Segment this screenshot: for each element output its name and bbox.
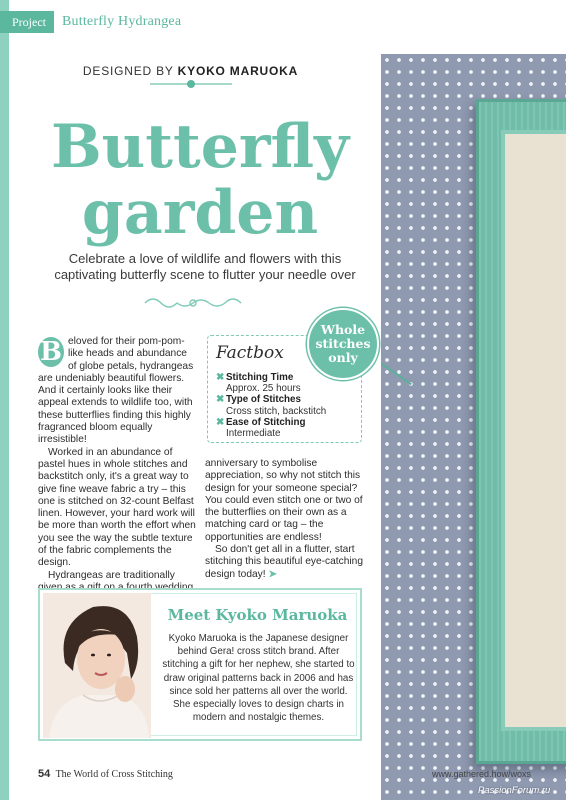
profile-text: Kyoko Maruoka is the Japanese designer behind Gera! cross stitch brand. After stitching a gift for her nephew, she started to draw original patterns back in 2006 and has since sold her patterns all over the world. She especially loves to design charts in modern and nostalgic themes. [162,633,355,724]
watermark: PassionForum.ru [478,785,551,796]
paragraph-4: anniversary to symbolise appreciation, so why not stitch this design for your someone special? You could even stitch one or two of the butterflies on their own as a matching card or tag – the opportunities are endless! [205,458,363,543]
running-title: Butterfly Hydrangea [62,14,182,29]
footer-url: www.gathered.how/woxs [432,769,532,779]
byline-dot [187,80,195,88]
paragraph-3: Hydrangeas are traditionally [48,569,175,581]
designer-portrait [43,593,151,738]
byline: DESIGNED BY KYOKO MARUOKA [82,64,299,78]
x-bullet-icon: ✖ [216,372,225,383]
section-tag: Project [0,11,54,33]
profile-title: Meet Kyoko Maruoka [167,606,348,624]
drop-cap: B [38,337,64,367]
framed-linen [501,130,566,731]
fact-item: ✖ Ease of Stitching [216,416,306,428]
designer-profile-box [38,588,362,741]
body-column-1 [38,336,198,594]
factbox-title: Factbox [216,343,284,363]
designer-name: KYOKO MARUOKA [177,64,299,78]
page-number: 54 [38,768,51,780]
x-bullet-icon: ✖ [216,394,225,406]
page-title-line-1: Butterfly [50,112,350,182]
page-header [0,10,181,34]
fact-value: Cross stitch, backstitch [226,405,327,417]
fact-value: Intermediate [226,428,281,440]
body-column-2 [205,458,373,581]
page-title-line-2: garden [81,178,319,248]
standfirst: Celebrate a love of wildlife and flowers with this captivating butterfly scene to flutter your needle over [54,251,356,282]
frame-photo [381,54,566,800]
footer-left [38,768,173,780]
paragraph-5: So don't get all in a flutter, start stitching this beautiful eye-catching design today! ➤ [205,544,363,580]
fact-value: Approx. 25 hours [226,383,301,395]
paragraph-1: eloved for their pom-pom-like heads and abundance of globe petals, hydrangeas are undeniably beautiful flowers. And it certainly looks like their appeal extends to wildlife too, with these butterflies finding this highly fragranced bloom equally irresistible! [38,336,194,446]
whole-stitches-badge: Whole stitches only [307,308,379,380]
arrow-end-icon: ➤ [268,568,277,580]
factbox-list [216,372,326,439]
fact-item: ✖ Stitching Time [216,372,294,383]
paragraph-2: Worked in an abundance of pastel hues in whole stitches and backstitch only, it's a great way to give fine weave fabric a try – this one is stitched on 32-count Belfast linen. However, your hard work will be more than worth the effort when you see the way the subtle texture of the fabric complements the design. [38,446,196,569]
fact-item: ✖ Type of Stitches [216,394,301,406]
flourish-divider-icon [143,293,243,313]
x-bullet-icon: ✖ [216,416,225,428]
thread-strand [381,361,412,386]
picture-frame [476,99,566,764]
magazine-name: The World of Cross Stitching [55,769,173,780]
